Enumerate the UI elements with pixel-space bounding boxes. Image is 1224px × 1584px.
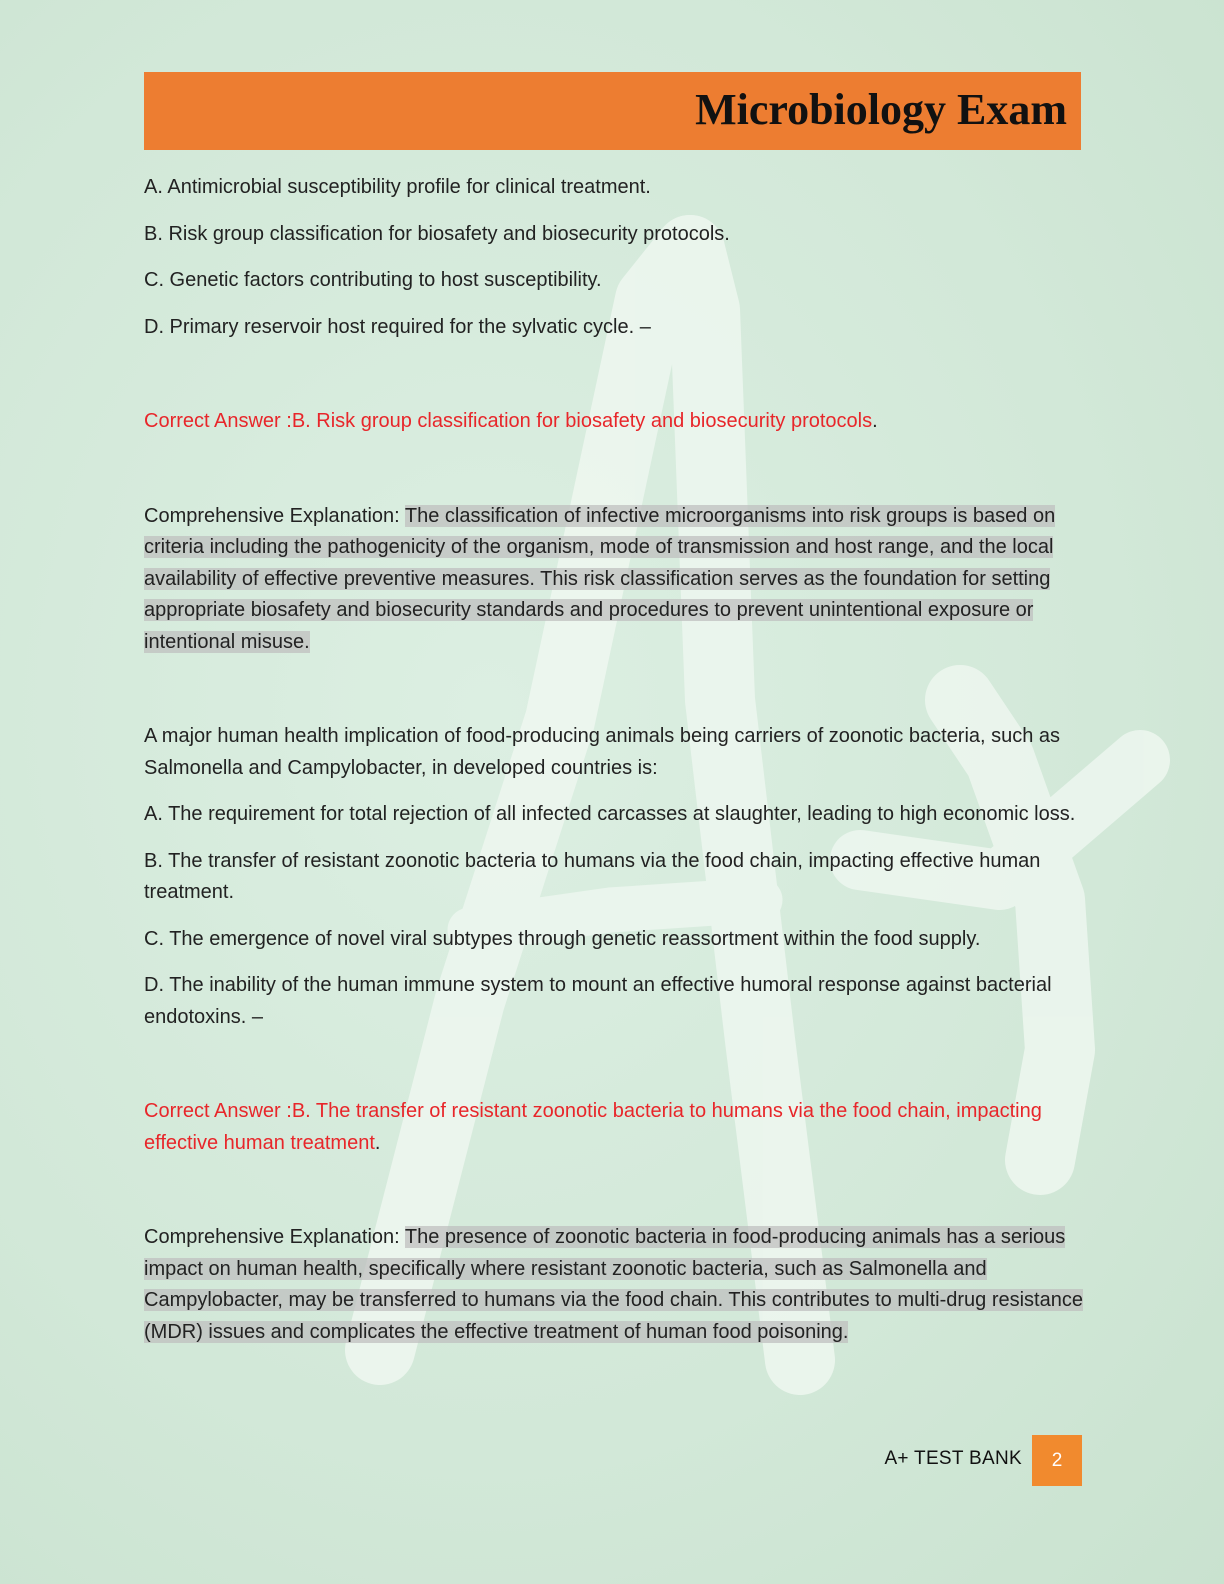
q2-option-c: C. The emergence of novel viral subtypes through genetic reassortment within the food supply. [144,927,981,950]
q2-answer-text: Correct Answer :B. The transfer of resistant zoonotic bacteria to humans via the food chain, impacting effective human treatment [144,1100,1042,1154]
q2-answer-period: . [374,1131,381,1154]
q2-correct-answer [144,1096,1084,1159]
q1-option-c: C. Genetic factors contributing to host susceptibility. [144,269,602,291]
content [144,172,1084,1348]
page-number-badge [1032,1435,1082,1486]
q2-option-d: D. The inability of the human immune system to mount an effective humoral response against bacterial endotoxins. – [144,974,1052,1028]
q1-option-b: B. Risk group classification for biosafety and biosecurity protocols. [144,222,730,245]
q2-explanation [144,1222,1084,1348]
q2-option-a: A. The requirement for total rejection of all infected carcasses at slaughter, leading to high economic loss. [144,803,1076,825]
q1-answer-period: . [872,410,878,432]
q1-explanation-label: Comprehensive Explanation: [144,504,405,527]
q1-explanation [144,501,1084,659]
footer-label: A+ TEST BANK [884,1448,1022,1469]
q2-question: A major human health implication of food-producing animals being carriers of zoonotic bacteria, such as Salmonella and Campylobacter, in developed countries is: [144,725,1061,779]
q2-option-b: B. The transfer of resistant zoonotic bacteria to humans via the food chain, impacting effective human treatment. [144,849,1041,903]
q1-answer-text: Correct Answer :B. Risk group classification for biosafety and biosecurity protocols [144,410,873,432]
q1-explanation-text: The classification of infective microorganisms into risk groups is based on criteria including the pathogenicity of the organism, mode of transmission and host range, and the local availability of effective preventive measures. This risk classification serves as the foundation for setting appropriate biosafety and biosecurity standards and procedures to prevent unintentional exposure or intentional misuse. [144,504,1056,653]
q1-option-a: A. Antimicrobial susceptibility profile for clinical treatment. [144,176,651,198]
page-number: 2 [1051,1449,1063,1471]
header-banner [144,72,1081,150]
q1-correct-answer [144,406,1084,438]
q1-option-d: D. Primary reservoir host required for the sylvatic cycle. – [144,315,651,338]
q2-explanation-text: The presence of zoonotic bacteria in food-producing animals has a serious impact on human health, specifically where resistant zoonotic bacteria, such as Salmonella and Campylobacter, may be transferred to humans via the food chain. This contributes to multi-drug resistance (MDR) issues and complicates the effective treatment of human food poisoning. [144,1226,1083,1343]
q2-explanation-label: Comprehensive Explanation: [144,1226,405,1248]
page-title: Microbiology Exam [695,85,1067,134]
